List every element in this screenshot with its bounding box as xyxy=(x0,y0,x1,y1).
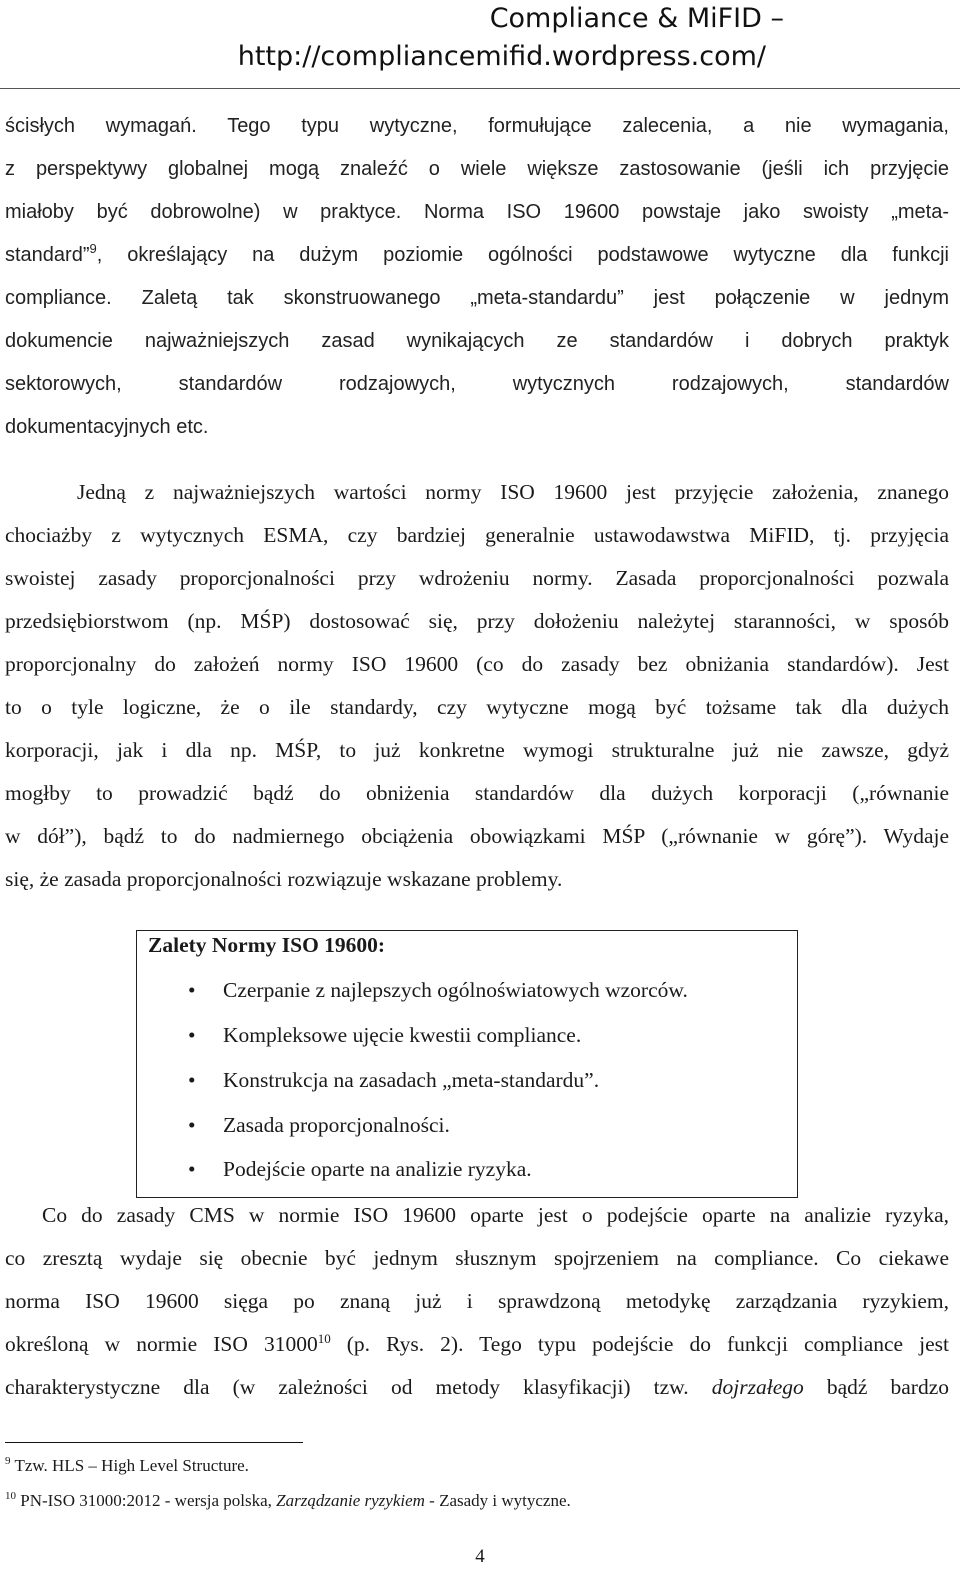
paragraph-line: Co do zasady CMS w normie ISO 19600 oparte jest o podejście oparte na analizie ryzyka, xyxy=(42,1203,949,1227)
bullet-icon: • xyxy=(188,1023,196,1047)
header-rule xyxy=(0,88,960,89)
page-number: 4 xyxy=(475,1546,485,1567)
paragraph-line: korporacji, jak i dla np. MŚP, to już konkretne wymogi strukturalne już nie zawsze, gdyż xyxy=(5,738,949,762)
list-item: Czerpanie z najlepszych ogólnoświatowych wzorców. xyxy=(223,978,688,1002)
list-item: Zasada proporcjonalności. xyxy=(223,1113,450,1137)
paragraph-line: z perspektywy globalnej mogą znaleźć o wiele większe zastosowanie (jeśli ich przyjęcie xyxy=(5,158,949,180)
running-header xyxy=(0,0,960,76)
paragraph-line: co zresztą wydaje się obecnie być jednym słusznym spojrzeniem na compliance. Co ciekawe xyxy=(5,1246,949,1270)
paragraph-line: przedsiębiorstwom (np. MŚP) dostosować się, przy dołożeniu należytej staranności, w sposób xyxy=(5,609,949,633)
paragraph-line: dokumentacyjnych etc. xyxy=(5,416,209,438)
paragraph-line: standard”$^9$, określający na dużym poziomie ogólności podstawowe wytyczne dla funkcji xyxy=(5,241,949,266)
paragraph-line: compliance. Zaletą tak skonstruowanego „meta-standardu” jest połączenie w jednym xyxy=(5,287,949,309)
header-url: http://compliancemifid.wordpress.com/ xyxy=(237,41,766,72)
paragraph-line: charakterystyczne dla (w zależności od metody klasyfikacji) tzw. dojrzałego bądź bardzo xyxy=(5,1375,949,1399)
paragraph-line: ścisłych wymagań. Tego typu wytyczne, formułujące zalecenia, a nie wymagania, xyxy=(5,115,949,137)
paragraph-line: miałoby być dobrowolne) w praktyce. Norma ISO 19600 powstaje jako swoisty „meta- xyxy=(5,201,949,223)
list-item: Podejście oparte na analizie ryzyka. xyxy=(223,1157,532,1181)
paragraph-line: dokumencie najważniejszych zasad wynikających ze standardów i dobrych praktyk xyxy=(5,330,949,352)
paragraph-line: mogłby to prowadzić bądź do obniżenia standardów dla dużych korporacji („równanie xyxy=(5,781,949,805)
footnote-9: $^9$ Tzw. HLS – High Level Structure. xyxy=(5,1455,249,1475)
paragraph-line: się, że zasada proporcjonalności rozwiązuje wskazane problemy. xyxy=(5,867,563,891)
paragraph-line: Jedną z najważniejszych wartości normy ISO 19600 jest przyjęcie założenia, znanego xyxy=(77,480,949,504)
paragraph-line: określoną w normie ISO 31000$^{10}$ (p. Rys. 2). Tego typu podejście do funkcji compliance jest xyxy=(5,1331,950,1356)
bullet-icon: • xyxy=(188,1113,196,1137)
paragraph-line: chociażby z wytycznych ESMA, czy bardziej generalnie ustawodawstwa MiFID, tj. przyjęcia xyxy=(5,523,949,547)
paragraph-line: to o tyle logiczne, że o ile standardy, czy wytyczne mogą być tożsame tak dla dużych xyxy=(5,695,949,719)
advantages-box-title: Zalety Normy ISO 19600: xyxy=(148,933,386,957)
footnote-ref-9[interactable]: 9 xyxy=(89,241,97,256)
bullet-icon: • xyxy=(188,1157,196,1181)
bullet-icon: • xyxy=(188,1068,196,1092)
list-item: Konstrukcja na zasadach „meta-standardu”. xyxy=(223,1068,600,1092)
paragraph-line: w dół”), bądź to do nadmiernego obciążenia obowiązkami MŚP („równanie w górę”). Wydaje xyxy=(5,824,949,848)
footnote-10: $^{10}$ PN-ISO 31000:2012 - wersja polska, Zarządzanie ryzykiem - Zasady i wytyczne. xyxy=(5,1490,571,1510)
paragraph-line: proporcjonalny do założeń normy ISO 19600 (co do zasady bez obniżania standardów). Jest xyxy=(5,652,949,676)
list-item: Kompleksowe ujęcie kwestii compliance. xyxy=(223,1023,582,1047)
bullet-icon: • xyxy=(188,978,196,1002)
footnote-ref-10[interactable]: 10 xyxy=(317,1331,331,1346)
paragraph-line: norma ISO 19600 sięga po znaną już i sprawdzoną metodykę zarządzania ryzykiem, xyxy=(5,1289,949,1313)
footnote-separator xyxy=(5,1442,303,1443)
paragraph-line: sektorowych, standardów rodzajowych, wytycznych rodzajowych, standardów xyxy=(5,373,949,395)
header-title: Compliance & MiFID – xyxy=(489,3,784,34)
paragraph-line: swoistej zasady proporcjonalności przy wdrożeniu normy. Zasada proporcjonalności pozwala xyxy=(5,566,949,590)
